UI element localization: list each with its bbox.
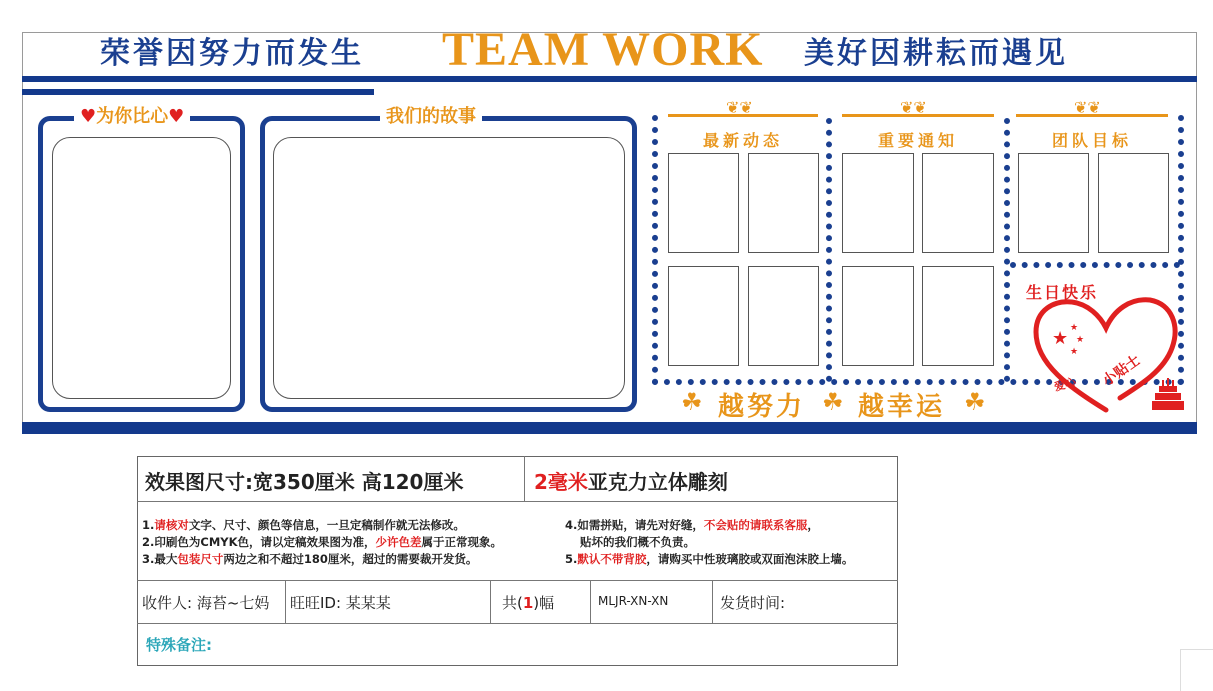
footer-bar: [22, 422, 1197, 434]
clover-icon: ☘: [822, 388, 844, 416]
goal-photo-slot: [1018, 153, 1089, 253]
notice-photo-slot: [842, 153, 914, 253]
recipient: 收件人: 海苔~七妈: [142, 594, 270, 612]
note-3: 3.最大包装尺寸两边之和不超过180厘米，超过的需要裁开发货。: [142, 552, 478, 566]
clover-icon: ☘: [964, 388, 986, 416]
heart-text-b: 小贴士: [1099, 352, 1144, 390]
table-divider: [137, 623, 898, 624]
note-5: 5.默认不带背胶，请购买中性玻璃胶或双面泡沫胶上墙。: [565, 552, 854, 566]
ribbon-bow-icon: ❦❦: [1074, 98, 1101, 117]
news-title: 最新动态: [702, 131, 783, 150]
corner-widget: [1180, 649, 1213, 691]
ribbon-bow-icon: ❦❦: [900, 98, 927, 117]
clover-icon: ☘: [681, 388, 703, 416]
heart-icon: ♥: [168, 106, 185, 127]
notice-photo-slot: [922, 266, 994, 366]
story-panel-photo: [273, 137, 625, 399]
note-1: 1.请核对文字、尺寸、颜色等信息，一旦定稿制作就无法修改。: [142, 518, 465, 532]
table-divider: [524, 456, 525, 501]
ship-time: 发货时间:: [720, 594, 786, 612]
cake-icon: [1150, 376, 1186, 412]
motto-a: 越努力: [718, 392, 806, 422]
news-photo-slot: [748, 153, 819, 253]
note-4: 4.如需拼贴，请先对好缝，不会贴的请联系客服，: [565, 518, 819, 532]
wangwang-id: 旺旺ID: 某某某: [290, 594, 391, 612]
slogan-right: 美好因耕耘而遇见: [804, 36, 1068, 71]
note-2: 2.印刷色为CMYK色，请以定稿效果图为准，少许色差属于正常现象。: [142, 535, 502, 549]
news-photo-slot: [668, 153, 739, 253]
copy-count: 共(1)幅: [502, 594, 555, 612]
notice-photo-slot: [842, 266, 914, 366]
goal-title: 团队目标: [1051, 131, 1132, 150]
table-divider: [712, 580, 713, 623]
header-sub-bar: [22, 89, 374, 95]
heart-text-a: 爱心: [1052, 375, 1078, 394]
table-divider: [590, 580, 591, 623]
heart-panel-label: ♥为你比心♥: [74, 106, 190, 128]
goal-photo-slot: [1098, 153, 1169, 253]
table-divider: [137, 501, 898, 502]
table-divider: [490, 580, 491, 623]
svg-text:★: ★: [1076, 335, 1085, 345]
header-bar: [22, 76, 1197, 82]
svg-text:★: ★: [1052, 328, 1069, 349]
dotted-divider: [1004, 118, 1013, 382]
slogan-left: 荣誉因努力而发生: [100, 36, 364, 71]
birthday-title: 生日快乐: [1026, 283, 1099, 302]
material-spec: 2毫米亚克力立体雕刻: [534, 470, 728, 494]
ribbon-bow-icon: ❦❦: [726, 98, 753, 117]
svg-text:★: ★: [1070, 323, 1079, 333]
note-4-cont: 贴坏的我们概不负责。: [580, 535, 695, 549]
dotted-divider: [826, 118, 835, 382]
size-spec: 效果图尺寸:宽350厘米 高120厘米: [145, 470, 464, 494]
heart-icon: ♥: [80, 106, 97, 127]
story-panel-label: 我们的故事: [380, 106, 482, 128]
dotted-divider: [1010, 262, 1180, 270]
team-work-title: TEAM WORK: [442, 23, 764, 76]
table-divider: [285, 580, 286, 623]
news-photo-slot: [748, 266, 819, 366]
product-code: MLJR-XN-XN: [598, 594, 669, 608]
svg-text:★: ★: [1070, 347, 1079, 357]
news-photo-slot: [668, 266, 739, 366]
notice-photo-slot: [922, 153, 994, 253]
table-divider: [137, 580, 898, 581]
motto-b: 越幸运: [858, 392, 946, 422]
notice-title: 重要通知: [877, 131, 958, 150]
special-remarks: 特殊备注:: [146, 636, 212, 654]
heart-panel-photo: [52, 137, 231, 399]
